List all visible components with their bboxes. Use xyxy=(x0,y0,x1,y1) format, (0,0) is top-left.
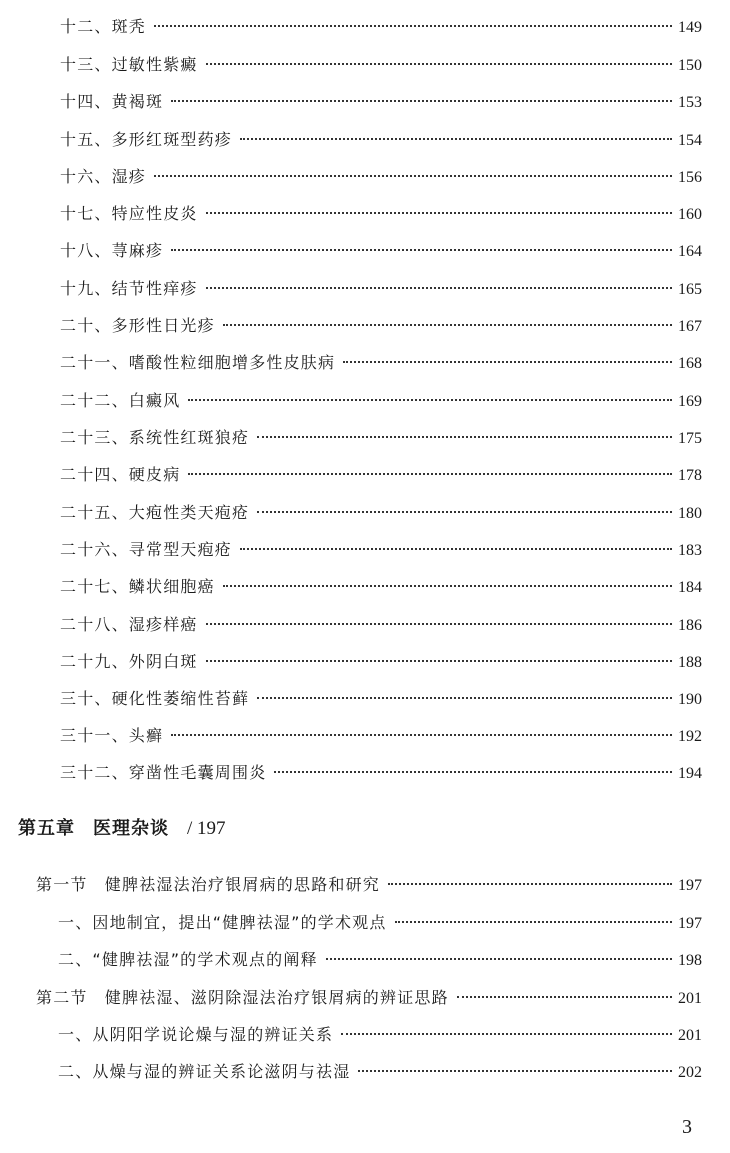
subsection-title: 一、因地制宜，提出“健脾祛湿”的学术观点 xyxy=(58,913,387,932)
page-number: 3 xyxy=(682,1116,692,1138)
toc-entry-page: 153 xyxy=(678,94,702,111)
chapter-title: 医理杂谈 xyxy=(93,818,169,839)
toc-leader-dots xyxy=(206,287,672,289)
toc-leader-dots xyxy=(457,996,672,998)
toc-entry-title: 十六、湿疹 xyxy=(60,167,147,186)
subsection-entry[interactable] xyxy=(58,910,702,934)
toc-entry[interactable] xyxy=(60,500,702,524)
toc-entry-page: 192 xyxy=(678,728,702,745)
section-title: 第一节 健脾祛湿法治疗银屑病的思路和研究 xyxy=(36,875,381,894)
toc-entry[interactable] xyxy=(60,425,702,449)
toc-entry-page: 149 xyxy=(678,19,702,36)
toc-leader-dots xyxy=(188,473,672,475)
toc-leader-dots xyxy=(206,63,672,65)
toc-entry-title: 十四、黄褐斑 xyxy=(60,92,164,111)
subsection-page: 198 xyxy=(678,952,702,969)
toc-entry-title: 二十五、大疱性类天疱疮 xyxy=(60,503,250,522)
toc-entry-page: 186 xyxy=(678,617,702,634)
toc-entry-page: 175 xyxy=(678,430,702,447)
subsection-title: 一、从阴阳学说论燥与湿的辨证关系 xyxy=(58,1025,334,1044)
toc-leader-dots xyxy=(223,324,672,326)
toc-entry-title: 二十、多形性日光疹 xyxy=(60,316,215,335)
toc-entry-title: 二十六、寻常型天疱疮 xyxy=(60,540,233,559)
subsection-title: 二、“健脾祛湿”的学术观点的阐释 xyxy=(58,950,318,969)
toc-entry-title: 十七、特应性皮炎 xyxy=(60,204,198,223)
toc-entry-title: 三十一、头癣 xyxy=(60,726,164,745)
toc-entry-page: 190 xyxy=(678,691,702,708)
toc-entry[interactable] xyxy=(60,760,702,784)
toc-leader-dots xyxy=(171,734,672,736)
toc-leader-dots xyxy=(388,883,672,885)
toc-entry-page: 183 xyxy=(678,542,702,559)
toc-entry[interactable] xyxy=(60,313,702,337)
subsection-page: 201 xyxy=(678,1027,702,1044)
toc-entry-page: 150 xyxy=(678,57,702,74)
toc-leader-dots xyxy=(257,697,672,699)
toc-entry-page: 164 xyxy=(678,243,702,260)
toc-leader-dots xyxy=(341,1033,672,1035)
toc-entry-page: 184 xyxy=(678,579,702,596)
toc-entry[interactable] xyxy=(60,388,702,412)
section-page: 197 xyxy=(678,877,702,894)
toc-entry-page: 188 xyxy=(678,654,702,671)
toc-entry-title: 二十四、硬皮病 xyxy=(60,465,181,484)
subsection-title: 二、从燥与湿的辨证关系论滋阴与祛湿 xyxy=(58,1062,351,1081)
toc-entry-page: 156 xyxy=(678,169,702,186)
section-title: 第二节 健脾祛湿、滋阴除湿法治疗银屑病的辨证思路 xyxy=(36,988,449,1007)
subsection-page: 202 xyxy=(678,1064,702,1081)
toc-entry-title: 三十二、穿凿性毛囊周围炎 xyxy=(60,763,267,782)
toc-entry-page: 168 xyxy=(678,355,702,372)
toc-entry[interactable] xyxy=(60,14,702,38)
toc-entry-page: 165 xyxy=(678,281,702,298)
toc-leader-dots xyxy=(154,175,672,177)
toc-entry[interactable] xyxy=(60,127,702,151)
section-page: 201 xyxy=(678,990,702,1007)
toc-leader-dots xyxy=(274,771,672,773)
subsection-page: 197 xyxy=(678,915,702,932)
toc-leader-dots xyxy=(257,511,672,513)
toc-entry-page: 167 xyxy=(678,318,702,335)
subsection-entry[interactable] xyxy=(58,1059,702,1083)
toc-entry-title: 二十三、系统性红斑狼疮 xyxy=(60,428,250,447)
toc-leader-dots xyxy=(188,399,672,401)
toc-entry-page: 154 xyxy=(678,132,702,149)
toc-entry[interactable] xyxy=(60,350,702,374)
toc-leader-dots xyxy=(206,623,672,625)
toc-entry-page: 178 xyxy=(678,467,702,484)
toc-entry[interactable] xyxy=(60,276,702,300)
toc-entry-title: 二十七、鳞状细胞癌 xyxy=(60,577,215,596)
subsection-entry[interactable] xyxy=(58,1022,702,1046)
toc-entry[interactable] xyxy=(60,238,702,262)
toc-leader-dots xyxy=(358,1070,672,1072)
chapter-number: 第五章 xyxy=(18,818,75,839)
toc-entry-page: 180 xyxy=(678,505,702,522)
toc-leader-dots xyxy=(395,921,672,923)
chapter-heading[interactable] xyxy=(18,814,226,840)
toc-entry-title: 二十一、嗜酸性粒细胞增多性皮肤病 xyxy=(60,353,336,372)
toc-leader-dots xyxy=(240,548,672,550)
toc-leader-dots xyxy=(171,249,672,251)
toc-entry-title: 十九、结节性痒疹 xyxy=(60,279,198,298)
toc-entry-title: 十二、斑秃 xyxy=(60,17,147,36)
chapter-page: / 197 xyxy=(187,818,226,839)
toc-entry[interactable] xyxy=(60,52,702,76)
toc-entry-title: 二十八、湿疹样癌 xyxy=(60,615,198,634)
section-entry[interactable] xyxy=(36,985,702,1009)
toc-leader-dots xyxy=(206,660,672,662)
toc-entry[interactable] xyxy=(60,89,702,113)
toc-entry[interactable] xyxy=(60,164,702,188)
toc-entry-title: 二十九、外阴白斑 xyxy=(60,652,198,671)
toc-leader-dots xyxy=(240,138,672,140)
toc-entry-title: 十三、过敏性紫癜 xyxy=(60,55,198,74)
toc-leader-dots xyxy=(206,212,672,214)
toc-entry-title: 二十二、白癜风 xyxy=(60,391,181,410)
toc-entry-title: 三十、硬化性萎缩性苔藓 xyxy=(60,689,250,708)
toc-entry-page: 169 xyxy=(678,393,702,410)
toc-leader-dots xyxy=(171,100,672,102)
toc-entry[interactable] xyxy=(60,574,702,598)
section-entry[interactable] xyxy=(36,872,702,896)
toc-entry[interactable] xyxy=(60,201,702,225)
toc-leader-dots xyxy=(154,25,672,27)
toc-entry[interactable] xyxy=(60,686,702,710)
subsection-entry[interactable] xyxy=(58,947,702,971)
toc-leader-dots xyxy=(257,436,672,438)
toc-entry-title: 十五、多形红斑型药疹 xyxy=(60,130,233,149)
toc-entry-title: 十八、荨麻疹 xyxy=(60,241,164,260)
toc-entry[interactable] xyxy=(60,612,702,636)
toc-leader-dots xyxy=(223,585,672,587)
toc-leader-dots xyxy=(326,958,672,960)
toc-entry[interactable] xyxy=(60,537,702,561)
toc-entry-page: 160 xyxy=(678,206,702,223)
toc-leader-dots xyxy=(343,361,672,363)
toc-entry[interactable] xyxy=(60,723,702,747)
toc-entry[interactable] xyxy=(60,649,702,673)
toc-entry-page: 194 xyxy=(678,765,702,782)
toc-entry[interactable] xyxy=(60,462,702,486)
